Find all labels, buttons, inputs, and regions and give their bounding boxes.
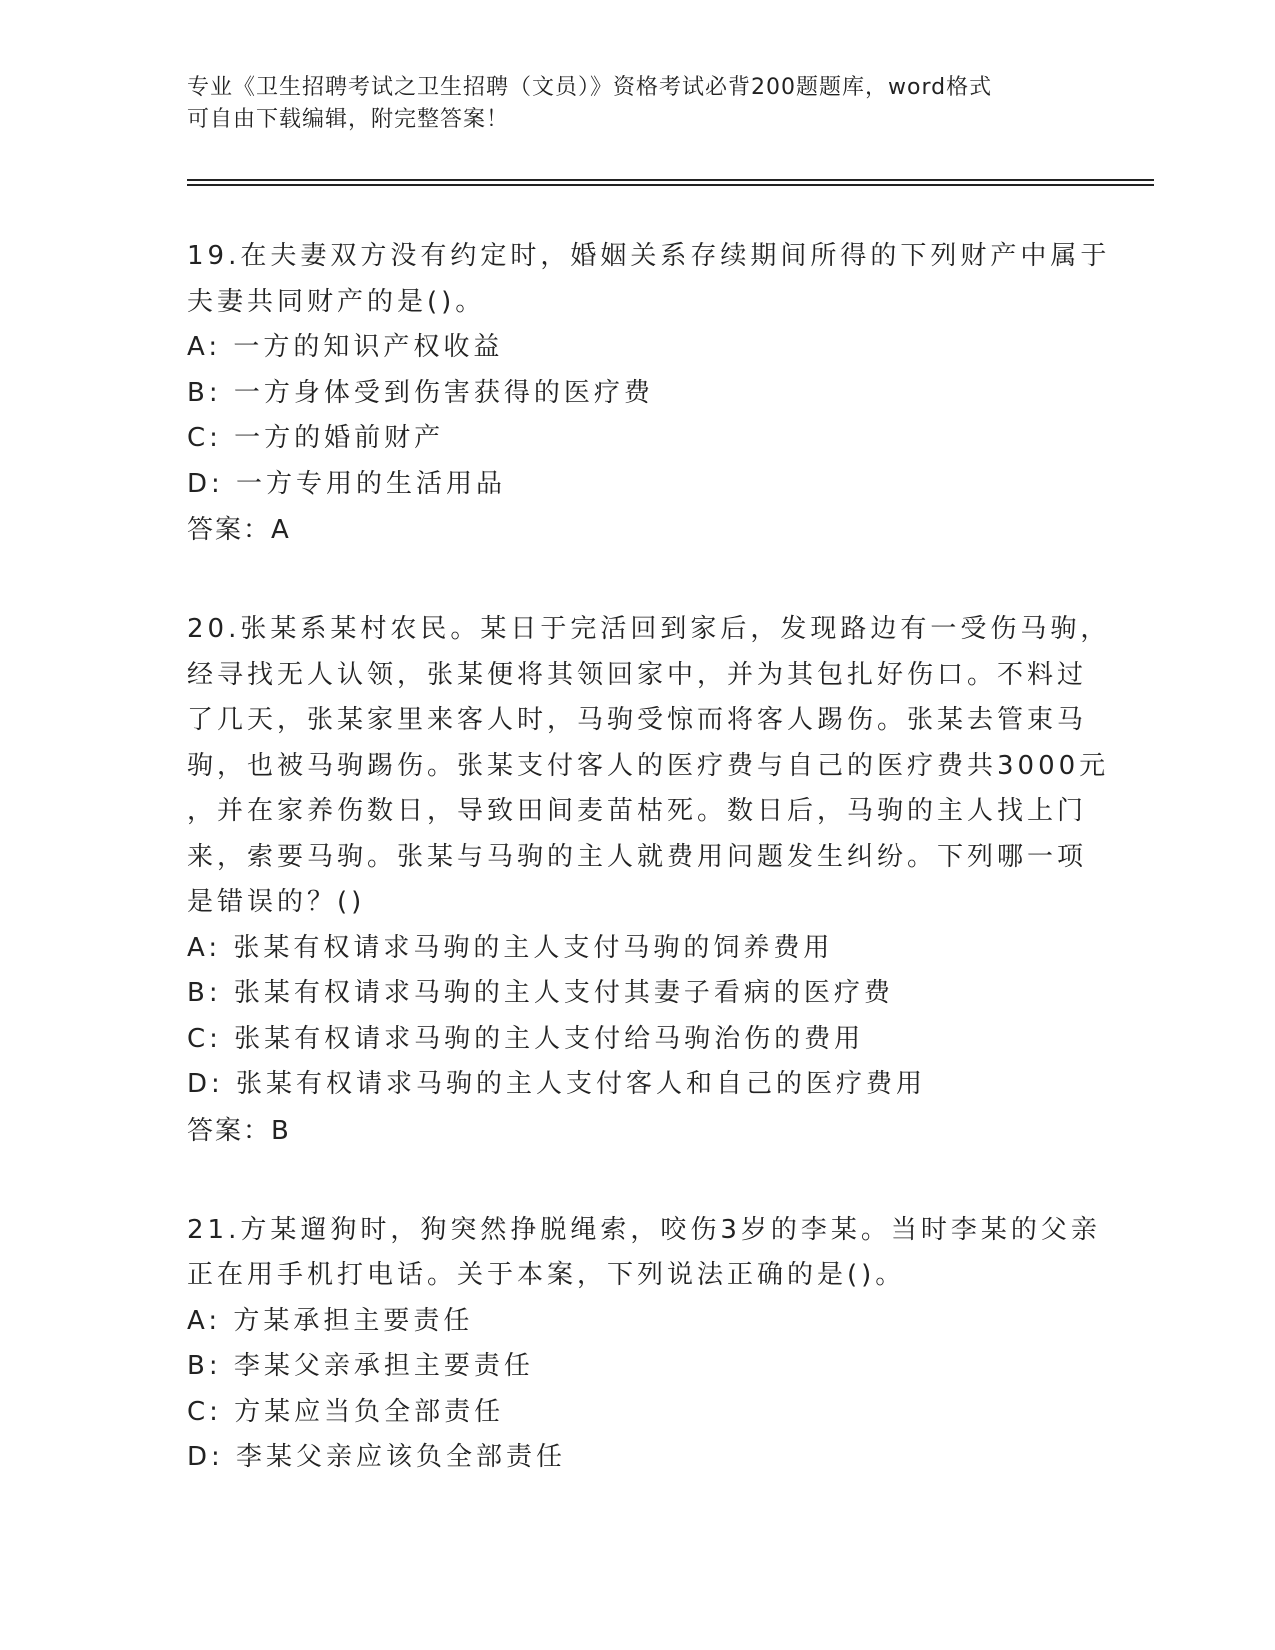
option-b: B: 张某有权请求马驹的主人支付其妻子看病的医疗费 [187,978,894,1008]
option-c: C: 张某有权请求马驹的主人支付给马驹治伤的费用 [187,1023,865,1054]
question-20 [187,607,1111,1154]
option-c: C: 方某应当负全部责任 [187,1396,505,1427]
option-d: D: 一方专用的生活用品 [187,468,507,499]
question-stem-line: ，并在家养伤数日，导致田间麦苗枯死。数日后，马驹的主人找上门 [187,796,1088,826]
question-stem-line: 来，索要马驹。张某与马驹的主人就费用问题发生纠纷。下列哪一项 [187,841,1088,872]
option-c: C: 一方的婚前财产 [187,423,445,453]
option-a: A: 方某承担主要责任 [187,1305,474,1336]
question-stem-line: 19.在夫妻双方没有约定时，婚姻关系存续期间所得的下列财产中属于 [187,241,1111,271]
question-19 [187,234,1111,553]
question-stem-line: 夫妻共同财产的是()。 [187,286,486,317]
option-d: D: 张某有权请求马驹的主人支付客人和自己的医疗费用 [187,1069,927,1099]
header-line-1: 专业《卫生招聘考试之卫生招聘（文员）》资格考试必背200题题库，word格式 [187,75,993,100]
document-header [187,72,1087,136]
question-stem-line: 正在用手机打电话。关于本案，下列说法正确的是()。 [187,1260,906,1290]
question-21 [187,1208,1101,1481]
option-a: A: 一方的知识产权收益 [187,332,504,362]
option-b: B: 一方身体受到伤害获得的医疗费 [187,377,654,408]
header-divider-bottom [187,184,1154,186]
question-stem-line: 是错误的？() [187,887,366,917]
answer-label: 答案：A [187,515,291,545]
header-line-2: 可自由下载编辑，附完整答案！ [187,107,510,132]
question-stem-line: 20.张某系某村农民。某日于完活回到家后，发现路边有一受伤马驹， [187,614,1111,644]
question-stem-line: 21.方某遛狗时，狗突然挣脱绳索，咬伤3岁的李某。当时李某的父亲 [187,1214,1101,1245]
answer-label: 答案：B [187,1115,291,1146]
header-divider-top [187,179,1154,181]
question-list [187,234,1111,1535]
option-d: D: 李某父亲应该负全部责任 [187,1442,567,1472]
option-b: B: 李某父亲承担主要责任 [187,1351,534,1381]
question-stem-line: 经寻找无人认领，张某便将其领回家中，并为其包扎好伤口。不料过 [187,659,1088,690]
question-stem-line: 驹，也被马驹踢伤。张某支付客人的医疗费与自己的医疗费共3000元 [187,750,1110,781]
question-stem-line: 了几天，张某家里来客人时，马驹受惊而将客人踢伤。张某去管束马 [187,705,1088,735]
option-a: A: 张某有权请求马驹的主人支付马驹的饲养费用 [187,932,834,963]
